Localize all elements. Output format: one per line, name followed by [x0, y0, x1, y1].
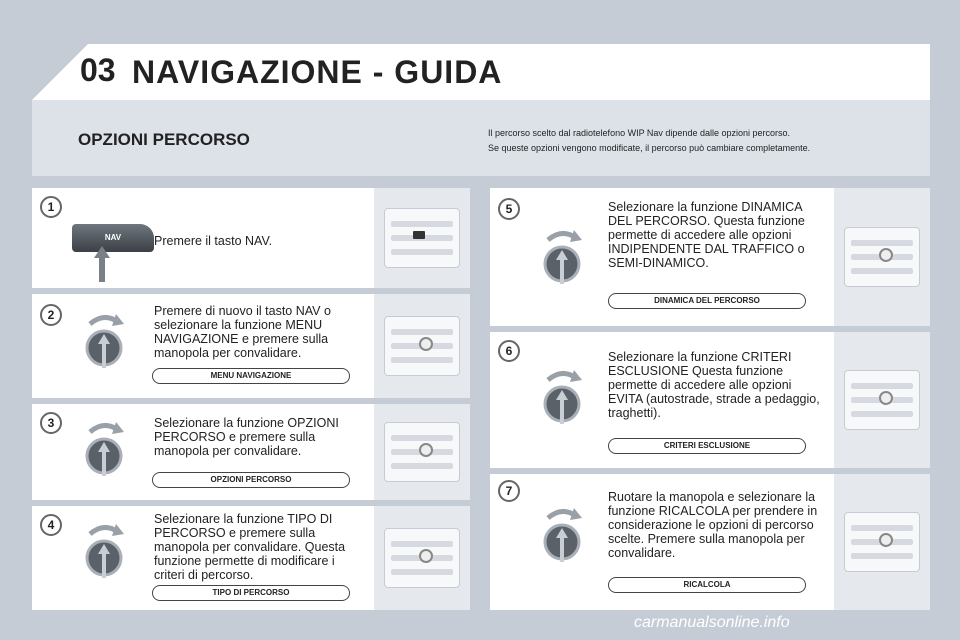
step-text-5: Selezionare la funzione DINAMICA DEL PERCORSO. Questa funzione permette di accedere alle opzioni INDIPENDENTE DAL TRAFFICO o SEMI-DINAMICO. — [608, 200, 805, 270]
knob-highlight — [879, 248, 893, 262]
step-badge-5: 5 — [498, 198, 520, 220]
menu-option-pill: CRITERI ESCLUSIONE — [608, 438, 806, 454]
rotary-knob-icon — [538, 226, 586, 286]
menu-option-pill: DINAMICA DEL PERCORSO — [608, 293, 806, 309]
radio-illustration — [384, 316, 460, 376]
step-text-7: Ruotare la manopola e selezionare la funzione RICALCOLA per prendere in considerazione le opzioni di percorso scelte. Premere sulla manopola per convalidare. — [608, 490, 818, 560]
step-text-2: Premere di nuovo il tasto NAV o selezionare la funzione MENU NAVIGAZIONE e premere sulla manopola per convalidare. — [154, 304, 331, 360]
step-badge-1: 1 — [40, 196, 62, 218]
intro-line-2: Se queste opzioni vengono modificate, il percorso può cambiare completamente. — [488, 143, 811, 153]
menu-option-pill: TIPO DI PERCORSO — [152, 585, 350, 601]
step-text-6: Selezionare la funzione CRITERI ESCLUSIONE Questa funzione permette di accedere alle opzioni EVITA (autostrade, strade a pedaggio, traghetti). — [608, 350, 820, 420]
step-badge-4: 4 — [40, 514, 62, 536]
menu-option-pill: RICALCOLA — [608, 577, 806, 593]
knob-highlight — [419, 443, 433, 457]
press-arrow-icon — [94, 246, 110, 282]
step-badge-6: 6 — [498, 340, 520, 362]
radio-panel-image — [374, 188, 470, 288]
radio-panel-image — [834, 332, 930, 468]
intro-line-1: Il percorso scelto dal radiotelefono WIP Nav dipende dalle opzioni percorso. — [488, 128, 791, 138]
watermark: carmanualsonline.info — [634, 614, 790, 631]
chapter-number: 03 — [80, 52, 116, 88]
step-badge-2: 2 — [40, 304, 62, 326]
step-badge-3: 3 — [40, 412, 62, 434]
radio-illustration — [844, 370, 920, 430]
radio-panel-image — [374, 294, 470, 398]
step-text-1: Premere il tasto NAV. — [154, 234, 273, 248]
radio-panel-image — [374, 404, 470, 500]
radio-panel-image — [374, 506, 470, 610]
rotary-knob-icon — [538, 366, 586, 426]
rotary-knob-icon — [538, 504, 586, 564]
radio-panel-image — [834, 474, 930, 610]
knob-highlight — [879, 391, 893, 405]
menu-option-pill: OPZIONI PERCORSO — [152, 472, 350, 488]
nav-key-highlight — [413, 231, 425, 239]
radio-illustration — [844, 512, 920, 572]
page-title: NAVIGAZIONE - GUIDA — [132, 54, 503, 90]
knob-highlight — [419, 337, 433, 351]
radio-illustration — [844, 227, 920, 287]
radio-illustration — [384, 422, 460, 482]
rotary-knob-icon — [80, 418, 128, 478]
nav-key-icon: NAV — [72, 224, 154, 252]
step-text-4: Selezionare la funzione TIPO DI PERCORSO e premere sulla manopola per convalidare. Questa funzione permette di modificare i criteri di percorso. — [154, 512, 346, 582]
knob-highlight — [879, 533, 893, 547]
step-text-3: Selezionare la funzione OPZIONI PERCORSO e premere sulla manopola per convalidare. — [154, 416, 339, 458]
rotary-knob-icon — [80, 520, 128, 580]
menu-option-pill: MENU NAVIGAZIONE — [152, 368, 350, 384]
radio-panel-image — [834, 188, 930, 326]
radio-illustration — [384, 208, 460, 268]
step-badge-7: 7 — [498, 480, 520, 502]
radio-illustration — [384, 528, 460, 588]
knob-highlight — [419, 549, 433, 563]
intro-text — [488, 126, 908, 156]
rotary-knob-icon — [80, 310, 128, 370]
section-title: OPZIONI PERCORSO — [78, 130, 250, 149]
